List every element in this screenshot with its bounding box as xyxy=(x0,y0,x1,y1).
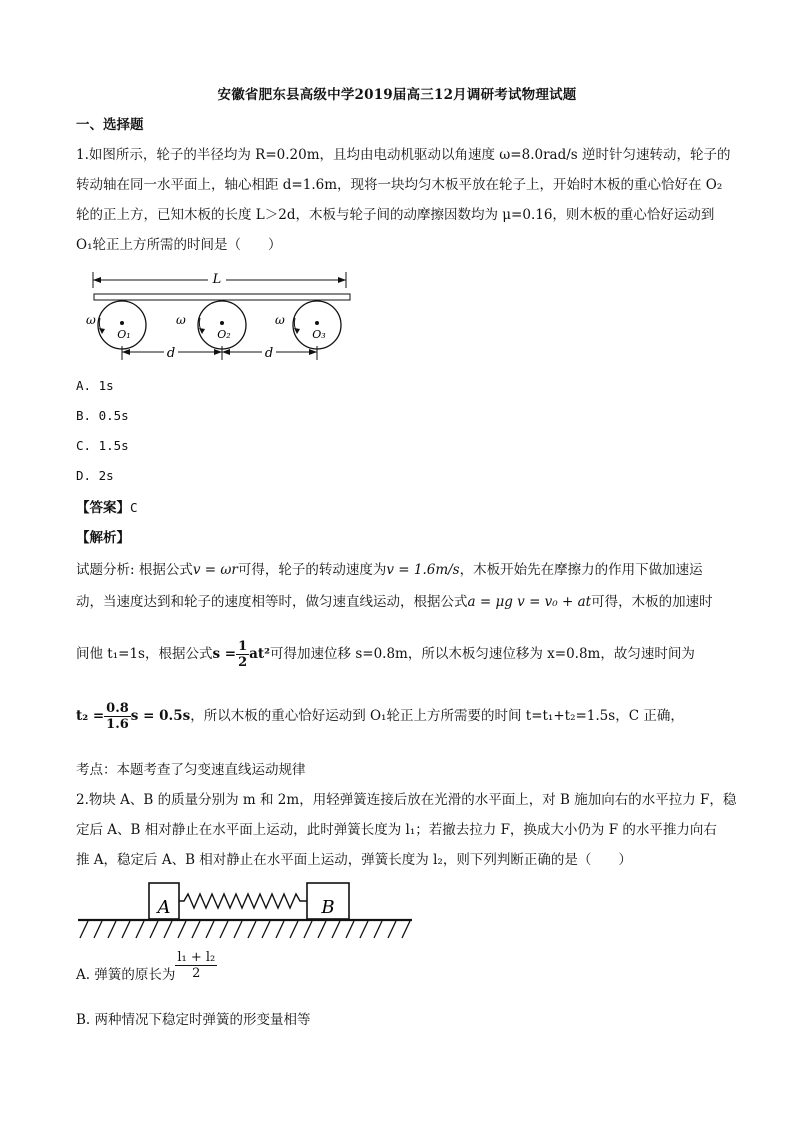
analysis-label: 【解析】 xyxy=(76,530,130,546)
analysis-text: ，所以木板的重心恰好运动到 O₁轮正上方所需要的时间 t=t₁+t₂=1.5s，C 正确， xyxy=(190,708,684,724)
fraction-numerator: l₁ + l₂ xyxy=(177,950,216,965)
analysis-text: 可得，轮子的转动速度为 xyxy=(237,562,387,578)
answer-label: 【答案】 xyxy=(76,500,130,516)
formula-s-rhs: at² xyxy=(249,646,271,662)
q1-answer xyxy=(76,499,138,517)
q1-figure-wheels xyxy=(88,268,358,368)
q2-option-b: B. 两种情况下稳定时弹簧的形变量相等 xyxy=(76,1012,311,1028)
analysis-text: 可得，木板的加速时 xyxy=(591,594,713,610)
fraction-t2 xyxy=(104,701,131,732)
q2-option-a xyxy=(76,950,217,991)
page-title: 安徽省肥东县高级中学2019届高三12月调研考试物理试题 xyxy=(217,87,577,103)
q1-option-c: C. 1.5s xyxy=(76,438,129,453)
q1-stem-line-4: O₁轮正上方所需的时间是（ ） xyxy=(76,237,282,253)
q1-stem-line-1: 1.如图所示，轮子的半径均为 R=0.20m，且均由电动机驱动以角速度 ω=8.0rad/s 逆时针匀速转动，轮子的 xyxy=(76,147,731,163)
q2-stem-line-1: 2.物块 A、B 的质量分别为 m 和 2m，用轻弹簧连接后放在光滑的水平面上，对 B 施加向右的水平拉力 F，稳 xyxy=(76,792,737,808)
option-text: A. 弹簧的原长为 xyxy=(76,967,176,983)
formula-t2-lhs: t₂ = xyxy=(76,708,105,724)
q1-length-label: L xyxy=(212,272,222,287)
q2-block-a-label: A xyxy=(157,897,171,918)
formula-v-omega-r: v = ωr xyxy=(192,562,238,578)
q1-spacing-label-2: d xyxy=(264,346,274,361)
q1-wheel-label-1: O₁ xyxy=(117,328,131,341)
q2-stem-line-2: 定后 A、B 相对静止在水平面上运动，此时弹簧长度为 l₁；若撤去拉力 F，换成大小仍为 F 的水平推力向右 xyxy=(76,822,717,838)
analysis-topic: 考点：本题考查了匀变速直线运动规律 xyxy=(76,762,306,778)
formula-v-value: v = 1.6m/s xyxy=(386,562,460,578)
section-heading: 一、选择题 xyxy=(76,117,144,133)
fraction-denominator: 1.6 xyxy=(106,717,129,732)
q1-option-d: D. 2s xyxy=(76,468,114,483)
q2-spring xyxy=(179,894,307,908)
q2-figure-spring xyxy=(78,880,418,942)
q1-stem-line-2: 转动轴在同一水平面上，轴心相距 d=1.6m，现将一块均匀木板平放在轮子上，开始时木板的重心恰好在 O₂ xyxy=(76,177,723,193)
formula-acceleration: a = μg v = v₀ + at xyxy=(467,594,592,610)
fraction-denominator: 2 xyxy=(238,655,248,670)
analysis-text: 间他 t₁=1s，根据公式 xyxy=(76,646,213,662)
q1-wheel-label-3: O₃ xyxy=(312,328,326,341)
analysis-text: 可得加速位移 s=0.8m，所以木板匀速位移为 x=0.8m，故匀速时间为 xyxy=(270,646,695,662)
fraction-denominator: 2 xyxy=(192,966,201,981)
q1-stem-line-3: 轮的正上方，已知木板的长度 L＞2d，木板与轮子间的动摩擦因数均为 μ=0.16，则木板的重心恰好运动到 xyxy=(76,207,715,223)
q1-omega-2: ω xyxy=(176,313,186,327)
analysis-line-4 xyxy=(76,701,684,732)
q1-option-a: A. 1s xyxy=(76,378,114,393)
analysis-line-3 xyxy=(76,639,695,670)
analysis-text: 动，当速度达到和轮子的速度相等时，做匀速直线运动，根据公式 xyxy=(76,594,468,610)
fraction-original-length xyxy=(175,950,217,981)
analysis-text: 试题分析: 根据公式 xyxy=(76,562,193,578)
q1-option-b: B. 0.5s xyxy=(76,408,129,423)
fraction-numerator: 1 xyxy=(238,639,248,654)
q2-block-b-label: B xyxy=(321,897,335,918)
analysis-line-2 xyxy=(76,593,713,611)
fraction-numerator: 0.8 xyxy=(106,701,129,716)
answer-value: C xyxy=(130,500,138,515)
q1-omega-3: ω xyxy=(275,313,285,327)
q1-spacing-label-1: d xyxy=(166,346,176,361)
formula-s-lhs: s = xyxy=(212,646,237,662)
fraction-half xyxy=(236,639,249,670)
analysis-line-1 xyxy=(76,561,703,579)
analysis-text: ，木板开始先在摩擦力的作用下做加速运 xyxy=(459,562,703,578)
q1-wheel-label-2: O₂ xyxy=(217,328,231,341)
q2-stem-line-3: 推 A，稳定后 A、B 相对静止在水平面上运动，弹簧长度为 l₂，则下列判断正确的是（ ） xyxy=(76,852,632,868)
formula-t2-rhs: s = 0.5s xyxy=(130,708,191,724)
q1-omega-1: ω xyxy=(86,313,96,327)
